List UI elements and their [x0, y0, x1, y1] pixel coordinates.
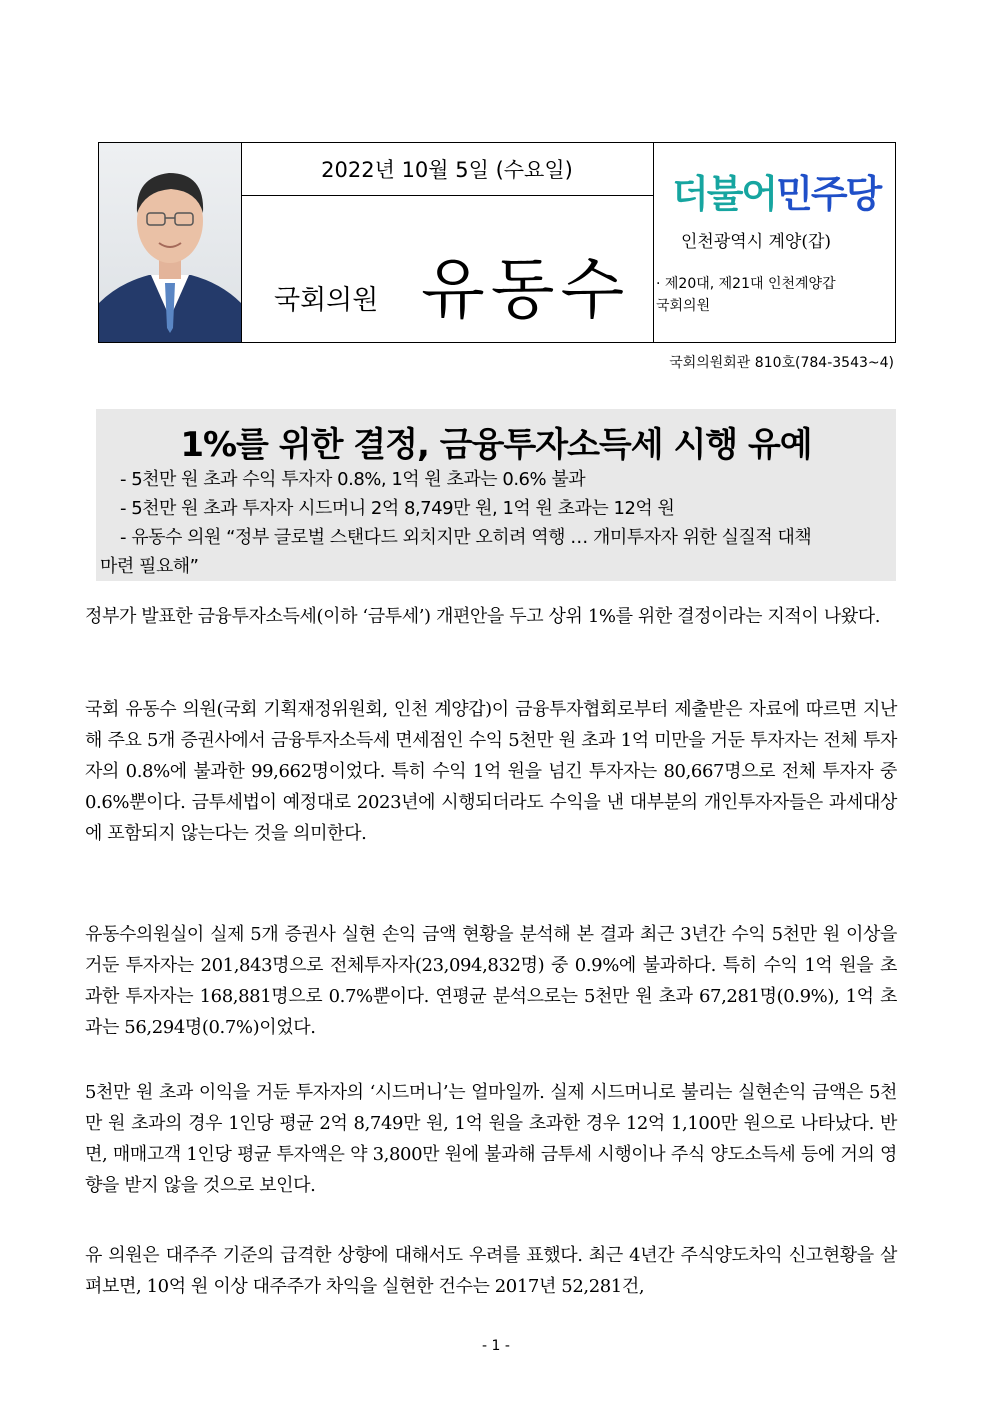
- paragraph-1: 정부가 발표한 금융투자소득세(이하 ‘금투세’) 개편안을 두고 상위 1%를 위한 결정이라는 지적이 나왔다.: [85, 606, 881, 627]
- paragraph: [85, 1077, 897, 1201]
- paragraph-5: 유 의원은 대주주 기준의 급격한 상향에 대해서도 우려를 표했다. 최근 4년간 주식양도차익 신고현황을 살펴보면, 10억 원 이상 대주주가 차익을 실현한 건수는 2017년 52,281건,: [85, 1245, 897, 1297]
- career: [656, 273, 892, 317]
- career-line1: · 제20대, 제21대 인천계양갑: [656, 276, 836, 292]
- header-table: [98, 142, 896, 343]
- subheadline-2: - 5천만 원 초과 투자자 시드머니 2억 8,749만 원, 1억 원 초과는 12억 원: [120, 498, 675, 519]
- headline-title: 1%를 위한 결정, 금융투자소득세 시행 유예: [180, 425, 812, 465]
- paragraph: [85, 601, 897, 632]
- paragraph-3: 유동수의원실이 실제 5개 증권사 실현 손익 금액 현황을 분석해 본 결과 최근 3년간 수익 5천만 원 이상을 거둔 투자자는 201,843명으로 전체투자자(23,094,832명) 중 0.9%에 불과하다. 특히 수익 1억 원을 초과한 투자자는 168,881명으로 0.7%뿐이다. 연평균 분석으로는 5천만 원 초과 67,281명(0.9%), 1억 초과는 56,294명(0.7%)이었다.: [85, 924, 897, 1038]
- member-title: 국회의원: [274, 285, 379, 316]
- paragraph: [85, 694, 897, 849]
- subheadline-3: - 유동수 의원 “정부 글로벌 스탠다드 외치지만 오히려 역행 … 개미투자자 위한 실질적 대책: [120, 527, 812, 548]
- headline-box: [96, 409, 896, 581]
- paragraph: [85, 1240, 897, 1302]
- subheadline-1: - 5천만 원 초과 수익 투자자 0.8%, 1억 원 초과는 0.6% 불과: [120, 469, 586, 490]
- subheadline-3-cont: 마련 필요해”: [100, 556, 199, 577]
- party-logo-part1: 더불어: [672, 172, 777, 216]
- member-name-cell: [241, 196, 654, 342]
- party-cell: [654, 143, 895, 342]
- party-logo: [672, 163, 880, 218]
- date: 2022년 10월 5일 (수요일): [241, 143, 654, 196]
- paragraph-2: 국회 유동수 의원(국회 기획재정위원회, 인천 계양갑)이 금융투자협회로부터 제출받은 자료에 따르면 지난해 주요 5개 증권사에서 금융투자소득세 면세점인 수익 5천만 원 초과 1억 미만을 거둔 투자자는 전체 투자자의 0.8%에 불과한 99,662명이었다. 특히 수익 1억 원을 넘긴 투자자는 80,667명으로 전체 투자자 중 0.6%뿐이다. 금투세법이 예정대로 2023년에 시행되더라도 수익을 낸 대부분의 개인투자자들은 과세대상에 포함되지 않는다는 것을 의미한다.: [85, 699, 897, 844]
- office-info: 국회의원회관 810호(784-3543~4): [669, 355, 894, 371]
- member-photo: [99, 143, 242, 342]
- career-line2: 국회의원: [656, 298, 711, 314]
- party-logo-part2: 민주당: [776, 172, 881, 216]
- paragraph-4: 5천만 원 초과 이익을 거둔 투자자의 ‘시드머니’는 얼마일까. 실제 시드머니로 불리는 실현손익 금액은 5천만 원 초과의 경우 1인당 평균 2억 8,749만 원, 1억 원을 초과한 경우 12억 1,100만 원으로 나타났다. 반면, 매매고객 1인당 평균 투자액은 약 3,800만 원에 불과해 금투세 시행이나 주식 양도소득세 등에 거의 영향을 받지 않을 것으로 보인다.: [85, 1082, 897, 1196]
- page-number: - 1 -: [482, 1338, 510, 1354]
- paragraph: [85, 919, 897, 1043]
- member-name: 유동수: [421, 251, 631, 328]
- district: 인천광역시 계양(갑): [681, 232, 832, 252]
